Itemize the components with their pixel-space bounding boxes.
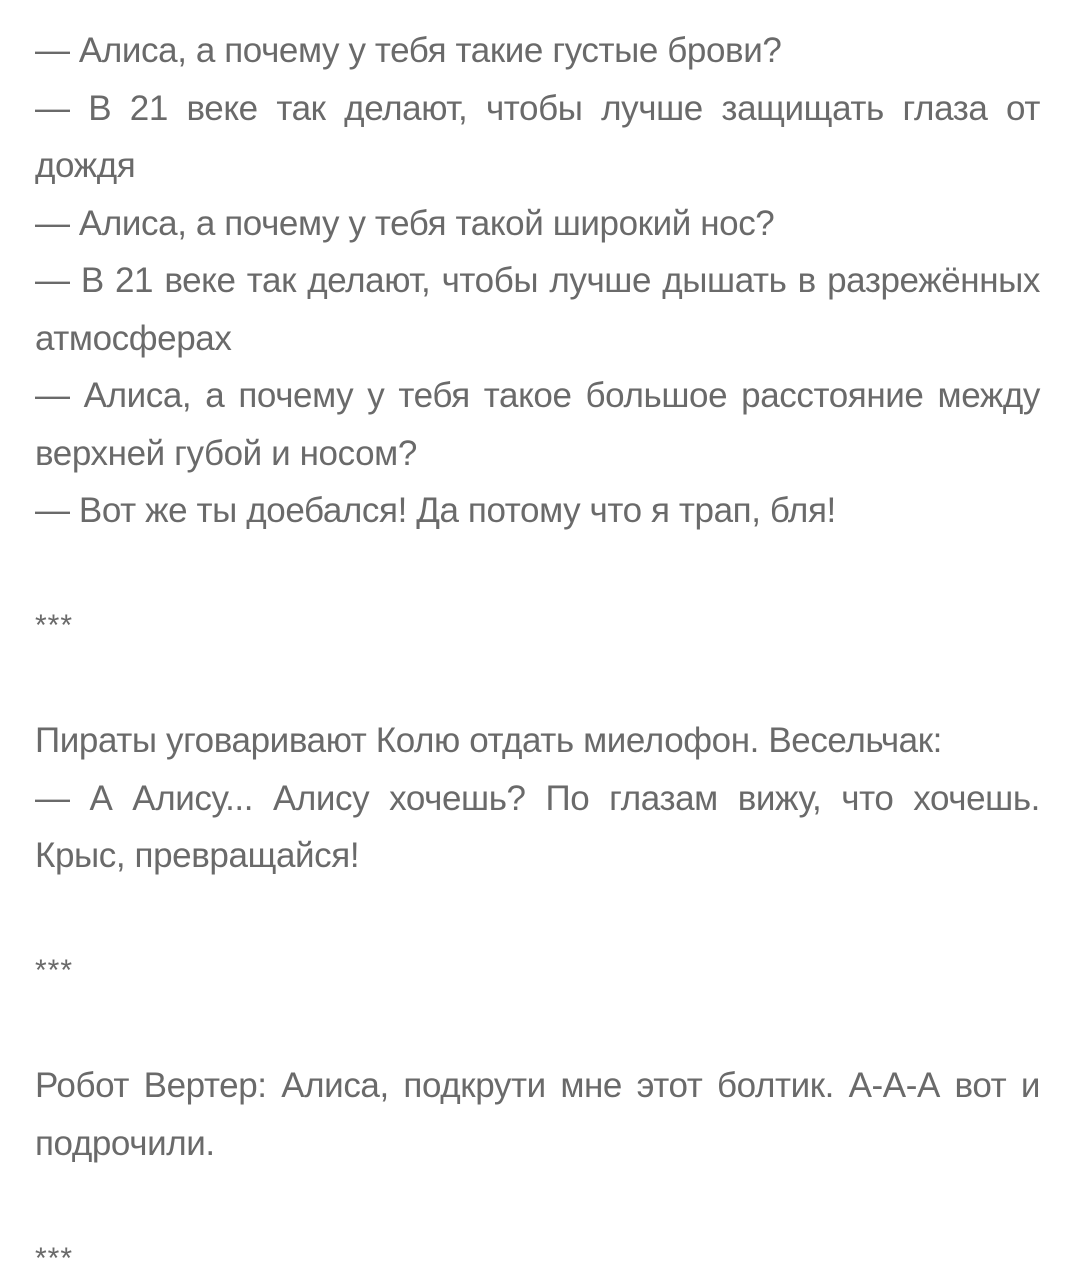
joke2-line2: — А Алису... Алису хочешь? По глазам вижу, что хочешь. Крыс, превращайся! [35,770,1040,885]
joke1-line5: — Алиса, а почему у тебя такое большое расстояние между верхней губой и носом? [35,367,1040,482]
spacer [35,1000,1040,1058]
spacer [35,885,1040,943]
separator-2: *** [35,942,1040,1000]
joke2-line1: Пираты уговаривают Колю отдать миелофон. Весельчак: [35,712,1040,770]
joke1-line2: — В 21 веке так делают, чтобы лучше защищать глаза от дождя [35,80,1040,195]
joke1-line3: — Алиса, а почему у тебя такой широкий нос? [35,195,1040,253]
joke1-line4: — В 21 веке так делают, чтобы лучше дышать в разрежённых атмосферах [35,252,1040,367]
joke1-line6: — Вот же ты доебался! Да потому что я трап, бля! [35,482,1040,540]
separator-1: *** [35,597,1040,655]
spacer [35,1172,1040,1230]
joke1-line1: — Алиса, а почему у тебя такие густые брови? [35,22,1040,80]
spacer [35,655,1040,713]
spacer [35,540,1040,598]
separator-3: *** [35,1230,1040,1287]
joke-text-document [35,22,1040,1287]
joke3-line1: Робот Вертер: Алиса, подкрути мне этот болтик. А-А-А вот и подрочили. [35,1057,1040,1172]
